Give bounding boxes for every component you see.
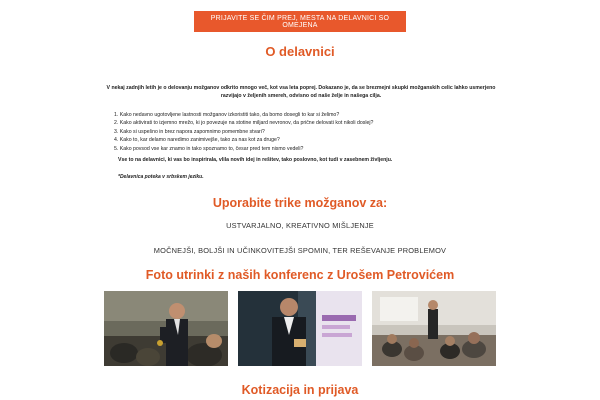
about-workshop-heading: O delavnici [265, 44, 335, 59]
list-item: 4. Kako to, kar delamo naredimo zanimivejše, tako za nas kot za druge? [114, 137, 280, 144]
photo-image [372, 291, 496, 366]
list-item: 1. Kako nedavno ugotovljene lastnosti možganov izkoristiti tako, da bomo dosegli to kar si želimo? [114, 112, 340, 118]
benefit-line-memory: MOČNEJŠI, BOLJŠI IN UČINKOVITEJŠI SPOMIN, TER REŠEVANJE PROBLEMOV [153, 246, 447, 255]
registration-fee-heading: Kotizacija in prijava [241, 383, 359, 397]
list-item: 3. Kako si uspešno in brez napora zapomnimo pomembne stvari? [114, 128, 265, 135]
photo-image [104, 291, 228, 366]
language-note: *Delavnica poteka v srbskem jeziku. [118, 174, 204, 180]
register-cta-button[interactable]: PRIJAVITE SE ČIM PREJ, MESTA NA DELAVNICI SO OMEJENA [194, 11, 406, 32]
workshop-summary-text: Vse to na delavnici, ki vas bo inspirirala, vlila novih idej in rešitev, tako poslovno, kot tudi v zasebnem življenju. [118, 157, 393, 163]
photo-image [238, 291, 362, 366]
conference-photo-2[interactable] [238, 291, 362, 366]
list-item: 5. Kako povsod vse kar znamo in tako spoznamo to, česar pred tem nismo vedeli? [114, 145, 304, 152]
conference-photo-3[interactable] [372, 291, 496, 366]
workshop-intro-text: V nekaj zadnjih letih je o delovanju možganov odkrito mnogo več, kot vsa leta poprej. Dokazano je, da se brezmejni skupki možganskih celic lahko usmerjeno razvijajo v željenih smereh, odvisno od naše želje in našega cilja. [106, 85, 496, 99]
benefit-line-creative: USTVARJALNO, KREATIVNO MIŠLJENJE [226, 221, 374, 230]
photo-gallery-heading: Foto utrinki z naših konferenc z Urošem Petrovićem [145, 268, 455, 282]
workshop-questions-list [114, 111, 494, 153]
list-item: 2. Kako aktivirati to izjemno mrežo, ki jo povezuje na stotine miljard nevronov, da pričnе delovati kot nikoli doslej? [114, 120, 374, 127]
brain-tricks-heading: Uporabite trike možganov za: [212, 196, 388, 210]
conference-photo-1[interactable] [104, 291, 228, 366]
